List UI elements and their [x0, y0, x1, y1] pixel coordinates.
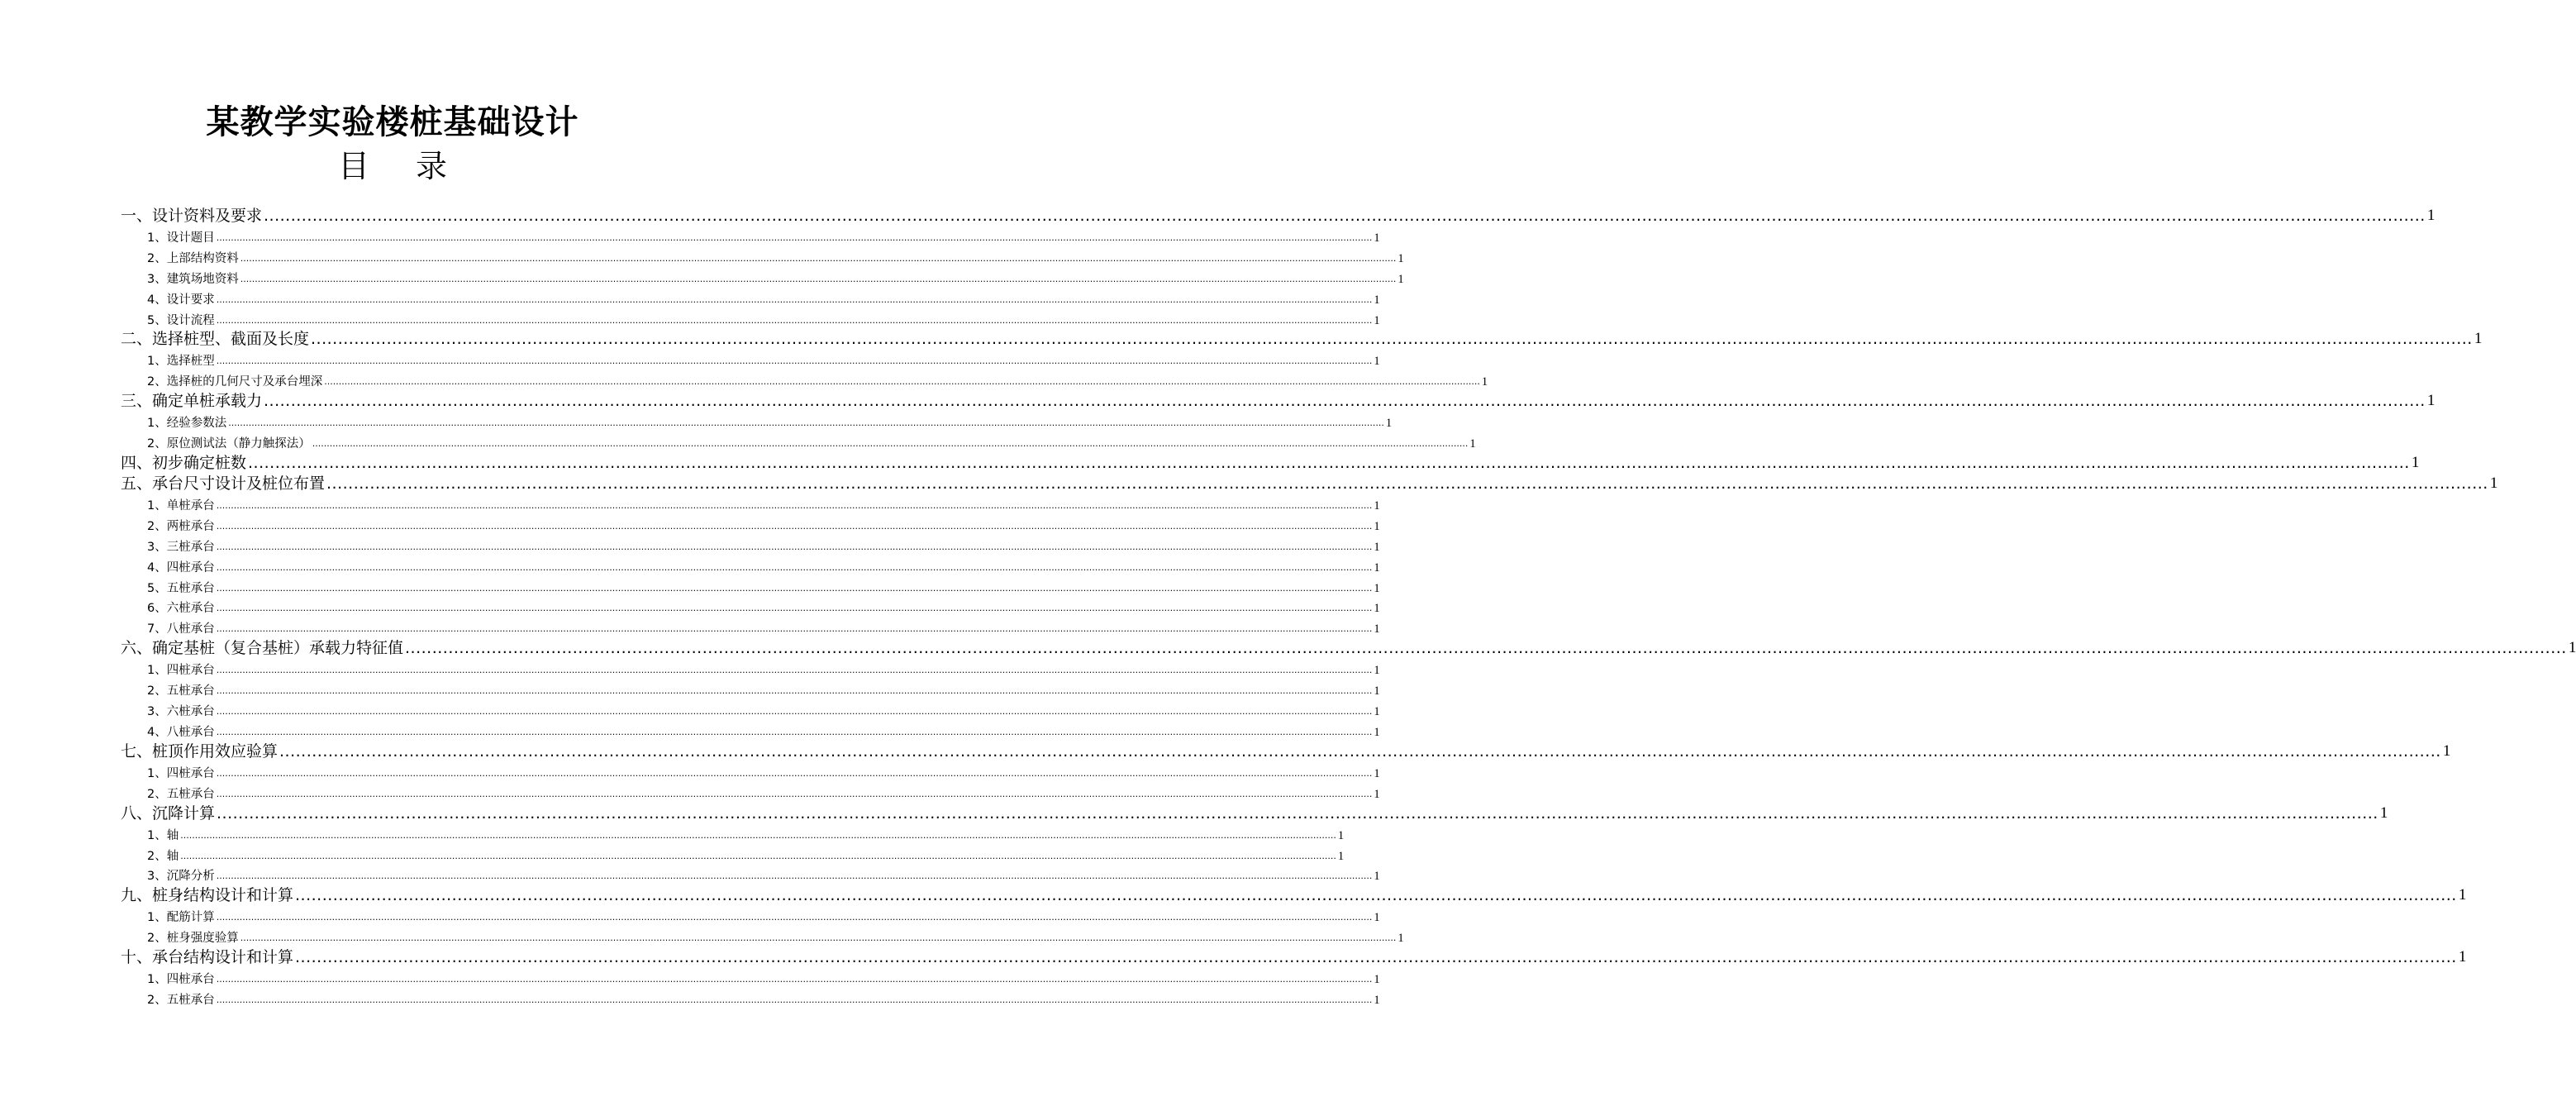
toc-entry-subsection[interactable] — [121, 535, 1380, 556]
toc-dot-leader: ................................................................................................................................................................................................................................................................................................................................................................................................................ — [216, 685, 1373, 697]
toc-entry-subsection[interactable] — [121, 226, 1380, 246]
toc-page-number: 1 — [1374, 519, 1380, 533]
toc-dot-leader: ................................................................................................................................................................................................................................................................................................................................................................................................................ — [295, 948, 2457, 967]
toc-entry-subsection[interactable] — [121, 761, 1380, 782]
toc-entry-section[interactable] — [121, 946, 2467, 967]
toc-entry-title: 二、选择桩型、截面及长度 — [121, 330, 310, 349]
toc-page-number: 1 — [1337, 849, 1345, 863]
toc-page-number: 1 — [1469, 437, 1476, 451]
table-of-contents — [121, 205, 2576, 1008]
toc-entry-title: 1、经验参数法 — [147, 417, 227, 431]
toc-entry-subsection[interactable] — [121, 349, 1380, 370]
toc-dot-leader: ................................................................................................................................................................................................................................................................................................................................................................................................................ — [216, 561, 1373, 573]
toc-dot-leader: ................................................................................................................................................................................................................................................................................................................................................................................................................ — [264, 392, 2426, 411]
toc-entry-subsection[interactable] — [121, 308, 1380, 329]
toc-page-number: 1 — [1374, 766, 1380, 780]
toc-page-number: 1 — [2568, 639, 2576, 657]
toc-entry-title: 1、单桩承台 — [147, 498, 215, 513]
toc-entry-title: 4、四桩承台 — [147, 560, 215, 575]
toc-dot-leader: ................................................................................................................................................................................................................................................................................................................................................................................................................ — [216, 912, 1373, 923]
toc-page-number: 1 — [1374, 725, 1380, 739]
toc-page-number: 1 — [1374, 705, 1380, 719]
toc-page-number: 1 — [1481, 375, 1488, 389]
toc-entry-title: 1、配筋计算 — [147, 911, 215, 925]
toc-page-number: 1 — [1374, 581, 1380, 595]
toc-dot-leader: ................................................................................................................................................................................................................................................................................................................................................................................................................ — [240, 932, 1397, 944]
toc-entry-section[interactable] — [121, 205, 2436, 226]
toc-entry-title: 4、设计要求 — [147, 293, 215, 307]
toc-entry-subsection[interactable] — [121, 288, 1380, 308]
toc-entry-subsection[interactable] — [121, 432, 1476, 452]
toc-entry-section[interactable] — [121, 390, 2436, 411]
toc-entry-title: 5、五桩承台 — [147, 581, 215, 595]
toc-dot-leader: ................................................................................................................................................................................................................................................................................................................................................................................................................ — [216, 870, 1373, 882]
toc-entry-subsection[interactable] — [121, 246, 1404, 267]
toc-entry-subsection[interactable] — [121, 926, 1404, 946]
toc-entry-subsection[interactable] — [121, 370, 1488, 390]
toc-entry-title: 3、六桩承台 — [147, 705, 215, 719]
toc-entry-subsection[interactable] — [121, 967, 1380, 988]
toc-page-number: 1 — [1398, 932, 1404, 946]
toc-entry-subsection[interactable] — [121, 267, 1404, 288]
toc-entry-section[interactable] — [121, 452, 2420, 473]
toc-page-number: 1 — [2458, 886, 2467, 904]
toc-dot-leader: ................................................................................................................................................................................................................................................................................................................................................................................................................ — [295, 886, 2457, 905]
toc-page-number: 1 — [1374, 355, 1380, 369]
toc-dot-leader: ................................................................................................................................................................................................................................................................................................................................................................................................................ — [216, 706, 1373, 718]
toc-dot-leader: ................................................................................................................................................................................................................................................................................................................................................................................................................ — [216, 603, 1373, 614]
toc-dot-leader: ................................................................................................................................................................................................................................................................................................................................................................................................................ — [216, 582, 1373, 594]
toc-dot-leader: ................................................................................................................................................................................................................................................................................................................................................................................................................ — [216, 520, 1373, 532]
toc-dot-leader: ................................................................................................................................................................................................................................................................................................................................................................................................................ — [216, 994, 1373, 1005]
toc-entry-title: 四、初步确定桩数 — [121, 453, 247, 472]
toc-page-number: 1 — [2379, 803, 2388, 822]
toc-entry-section[interactable] — [121, 885, 2467, 905]
toc-entry-title: 3、建筑场地资料 — [147, 272, 239, 286]
toc-entry-title: 1、轴 — [147, 828, 179, 842]
toc-dot-leader: ................................................................................................................................................................................................................................................................................................................................................................................................................ — [405, 639, 2567, 658]
toc-dot-leader: ................................................................................................................................................................................................................................................................................................................................................................................................................ — [248, 453, 2410, 472]
toc-entry-section[interactable] — [121, 329, 2483, 350]
toc-entry-title: 2、上部结构资料 — [147, 251, 239, 265]
toc-page-number: 1 — [2474, 330, 2483, 348]
toc-page-number: 1 — [1374, 973, 1380, 987]
toc-entry-title: 2、桩身强度验算 — [147, 932, 239, 946]
toc-entry-title: 三、确定单桩承载力 — [121, 392, 263, 411]
toc-dot-leader: ................................................................................................................................................................................................................................................................................................................................................................................................................ — [216, 623, 1373, 635]
toc-page-number: 1 — [1374, 684, 1380, 699]
toc-entry-subsection[interactable] — [121, 617, 1380, 637]
toc-entry-subsection[interactable] — [121, 720, 1380, 741]
toc-entry-subsection[interactable] — [121, 823, 1345, 844]
toc-entry-title: 五、承台尺寸设计及桩位布置 — [121, 474, 326, 493]
toc-entry-subsection[interactable] — [121, 865, 1380, 885]
toc-entry-title: 2、原位测试法（静力触探法） — [147, 437, 311, 451]
toc-entry-title: 3、三桩承台 — [147, 540, 215, 554]
toc-dot-leader: ................................................................................................................................................................................................................................................................................................................................................................................................................ — [279, 741, 2441, 761]
toc-entry-title: 1、设计题目 — [147, 231, 215, 245]
toc-entry-subsection[interactable] — [121, 905, 1380, 926]
toc-dot-leader: ................................................................................................................................................................................................................................................................................................................................................................................................................ — [228, 417, 1384, 429]
document-title: 某教学实验楼桩基础设计 — [206, 103, 579, 141]
toc-entry-section[interactable] — [121, 741, 2451, 761]
toc-page-number: 1 — [2458, 948, 2467, 966]
toc-page-number: 1 — [1374, 622, 1380, 637]
toc-page-number: 1 — [1374, 560, 1380, 575]
toc-entry-title: 1、选择桩型 — [147, 355, 215, 369]
toc-page-number: 1 — [1374, 540, 1380, 554]
toc-entry-section[interactable] — [121, 637, 2576, 658]
toc-entry-title: 2、五桩承台 — [147, 787, 215, 801]
toc-page-number: 1 — [2426, 206, 2436, 224]
toc-dot-leader: ................................................................................................................................................................................................................................................................................................................................................................................................................ — [216, 231, 1373, 243]
toc-entry-title: 1、四桩承台 — [147, 766, 215, 780]
toc-page-number: 1 — [1374, 870, 1380, 884]
toc-entry-subsection[interactable] — [121, 988, 1380, 1008]
toc-dot-leader: ................................................................................................................................................................................................................................................................................................................................................................................................................ — [216, 499, 1373, 511]
toc-entry-title: 1、四桩承台 — [147, 664, 215, 678]
toc-entry-title: 5、设计流程 — [147, 313, 215, 327]
toc-page-number: 1 — [1374, 993, 1380, 1007]
toc-entry-title: 一、设计资料及要求 — [121, 206, 263, 225]
toc-entry-section[interactable] — [121, 803, 2388, 823]
toc-entry-subsection[interactable] — [121, 782, 1380, 803]
toc-entry-title: 2、五桩承台 — [147, 993, 215, 1007]
toc-page-number: 1 — [1374, 498, 1380, 513]
toc-page-number: 1 — [1398, 251, 1404, 265]
toc-entry-title: 八、沉降计算 — [121, 803, 216, 823]
toc-entry-title: 4、八桩承台 — [147, 725, 215, 739]
toc-page-number: 1 — [1337, 828, 1345, 842]
toc-dot-leader: ................................................................................................................................................................................................................................................................................................................................................................................................................ — [216, 355, 1373, 367]
toc-entry-title: 七、桩顶作用效应验算 — [121, 741, 279, 761]
toc-entry-subsection[interactable] — [121, 679, 1380, 699]
toc-heading: 目 录 — [337, 148, 466, 184]
toc-page-number: 1 — [1374, 602, 1380, 616]
toc-page-number: 1 — [1374, 293, 1380, 307]
toc-entry-subsection[interactable] — [121, 556, 1380, 576]
toc-entry-title: 1、四桩承台 — [147, 973, 215, 987]
toc-page-number: 1 — [1374, 313, 1380, 327]
toc-entry-subsection[interactable] — [121, 411, 1393, 432]
toc-dot-leader: ................................................................................................................................................................................................................................................................................................................................................................................................................ — [216, 788, 1373, 799]
toc-entry-title: 十、承台结构设计和计算 — [121, 948, 294, 967]
toc-dot-leader: ................................................................................................................................................................................................................................................................................................................................................................................................................ — [216, 541, 1373, 552]
toc-dot-leader: ................................................................................................................................................................................................................................................................................................................................................................................................................ — [180, 850, 1336, 861]
toc-dot-leader: ................................................................................................................................................................................................................................................................................................................................................................................................................ — [216, 726, 1373, 737]
toc-dot-leader: ................................................................................................................................................................................................................................................................................................................................................................................................................ — [240, 273, 1397, 284]
toc-entry-subsection[interactable] — [121, 576, 1380, 597]
toc-page-number: 1 — [1385, 417, 1393, 431]
toc-entry-title: 3、沉降分析 — [147, 870, 215, 884]
toc-entry-subsection[interactable] — [121, 844, 1345, 865]
toc-page-number: 1 — [2426, 392, 2436, 410]
toc-dot-leader: ................................................................................................................................................................................................................................................................................................................................................................................................................ — [216, 665, 1373, 676]
toc-dot-leader: ................................................................................................................................................................................................................................................................................................................................................................................................................ — [326, 474, 2488, 493]
toc-dot-leader: ................................................................................................................................................................................................................................................................................................................................................................................................................ — [324, 376, 1480, 388]
toc-dot-leader: ................................................................................................................................................................................................................................................................................................................................................................................................................ — [217, 803, 2378, 823]
toc-page-number: 1 — [2442, 741, 2451, 760]
toc-dot-leader: ................................................................................................................................................................................................................................................................................................................................................................................................................ — [180, 829, 1336, 841]
toc-entry-title: 九、桩身结构设计和计算 — [121, 886, 294, 905]
toc-page-number: 1 — [1374, 911, 1380, 925]
toc-dot-leader: ................................................................................................................................................................................................................................................................................................................................................................................................................ — [216, 293, 1373, 305]
toc-page-number: 1 — [2489, 474, 2498, 492]
toc-entry-title: 7、八桩承台 — [147, 622, 215, 637]
toc-page-number: 1 — [1374, 664, 1380, 678]
toc-entry-subsection[interactable] — [121, 514, 1380, 535]
toc-entry-title: 2、选择桩的几何尺寸及承台埋深 — [147, 375, 323, 389]
toc-dot-leader: ................................................................................................................................................................................................................................................................................................................................................................................................................ — [311, 330, 2473, 349]
toc-entry-title: 6、六桩承台 — [147, 602, 215, 616]
toc-entry-title: 2、五桩承台 — [147, 684, 215, 699]
toc-entry-subsection[interactable] — [121, 699, 1380, 720]
toc-page-number: 1 — [1374, 787, 1380, 801]
toc-page-number: 1 — [1374, 231, 1380, 245]
toc-dot-leader: ................................................................................................................................................................................................................................................................................................................................................................................................................ — [240, 252, 1397, 264]
toc-entry-subsection[interactable] — [121, 597, 1380, 617]
toc-entry-title: 2、两桩承台 — [147, 519, 215, 533]
toc-entry-title: 六、确定基桩（复合基桩）承载力特征值 — [121, 639, 404, 658]
toc-page-number: 1 — [1398, 272, 1404, 286]
toc-entry-subsection[interactable] — [121, 494, 1380, 514]
toc-entry-title: 2、轴 — [147, 849, 179, 863]
toc-page-number: 1 — [2411, 453, 2420, 471]
toc-dot-leader: ................................................................................................................................................................................................................................................................................................................................................................................................................ — [216, 974, 1373, 985]
toc-dot-leader: ................................................................................................................................................................................................................................................................................................................................................................................................................ — [216, 314, 1373, 326]
toc-entry-subsection[interactable] — [121, 658, 1380, 679]
toc-dot-leader: ................................................................................................................................................................................................................................................................................................................................................................................................................ — [264, 206, 2426, 225]
toc-entry-section[interactable] — [121, 473, 2498, 494]
toc-dot-leader: ................................................................................................................................................................................................................................................................................................................................................................................................................ — [312, 438, 1469, 450]
toc-dot-leader: ................................................................................................................................................................................................................................................................................................................................................................................................................ — [216, 767, 1373, 779]
